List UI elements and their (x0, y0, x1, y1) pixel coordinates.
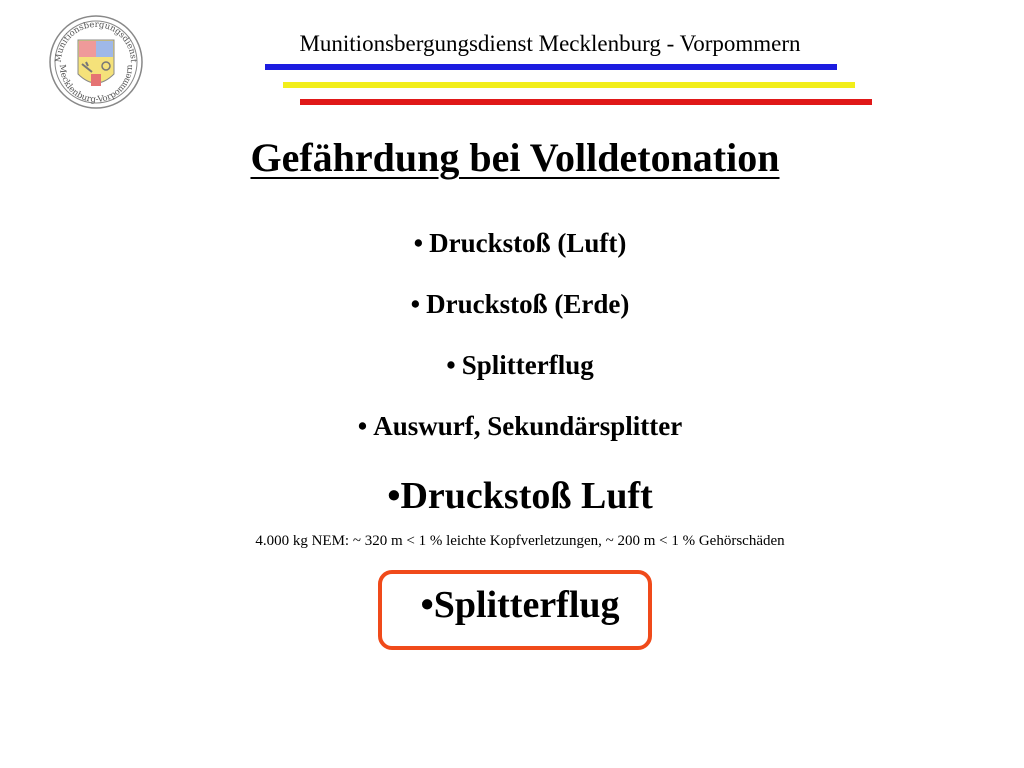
hazard-label: Druckstoß (Erde) (426, 289, 630, 319)
bullet-icon: • (357, 411, 368, 441)
hazard-label: Auswurf, Sekundärsplitter (373, 411, 683, 441)
munitionsbergungsdienst-emblem-icon (48, 14, 144, 110)
hazard-list (0, 222, 1024, 466)
hazard-label: Druckstoß (Luft) (429, 228, 627, 258)
detail-text-druckstoss-luft: 4.000 kg NEM: ~ 320 m < 1 % leichte Kopfverletzungen, ~ 200 m < 1 % Gehörschäden (255, 533, 785, 549)
logo-text-bottom: Mecklenburg-Vorpommern (56, 64, 136, 106)
bullet-icon: • (446, 350, 456, 380)
header-stripe-red (300, 99, 872, 105)
logo-text-top: Munitionsbergungsdienst (53, 19, 139, 63)
header-stripe-blue (265, 64, 837, 70)
hazard-item-splitterflug (0, 344, 1024, 405)
hazard-label: Splitterflug (461, 350, 594, 380)
header-stripe-yellow (283, 82, 855, 88)
organization-name: Munitionsbergungsdienst Mecklenburg - Vorpommern (299, 31, 801, 56)
bullet-icon: • (410, 289, 421, 319)
detail-heading-druckstoss-luft: •Druckstoß Luft (387, 475, 653, 517)
highlight-splitterflug: •Splitterflug (420, 584, 620, 626)
hazard-item-druckstoss-erde (0, 283, 1024, 344)
hazard-item-auswurf (0, 405, 1024, 466)
bullet-icon: • (413, 228, 424, 258)
hazard-item-druckstoss-luft (0, 222, 1024, 283)
slide-title: Gefährdung bei Volldetonation (250, 135, 780, 180)
